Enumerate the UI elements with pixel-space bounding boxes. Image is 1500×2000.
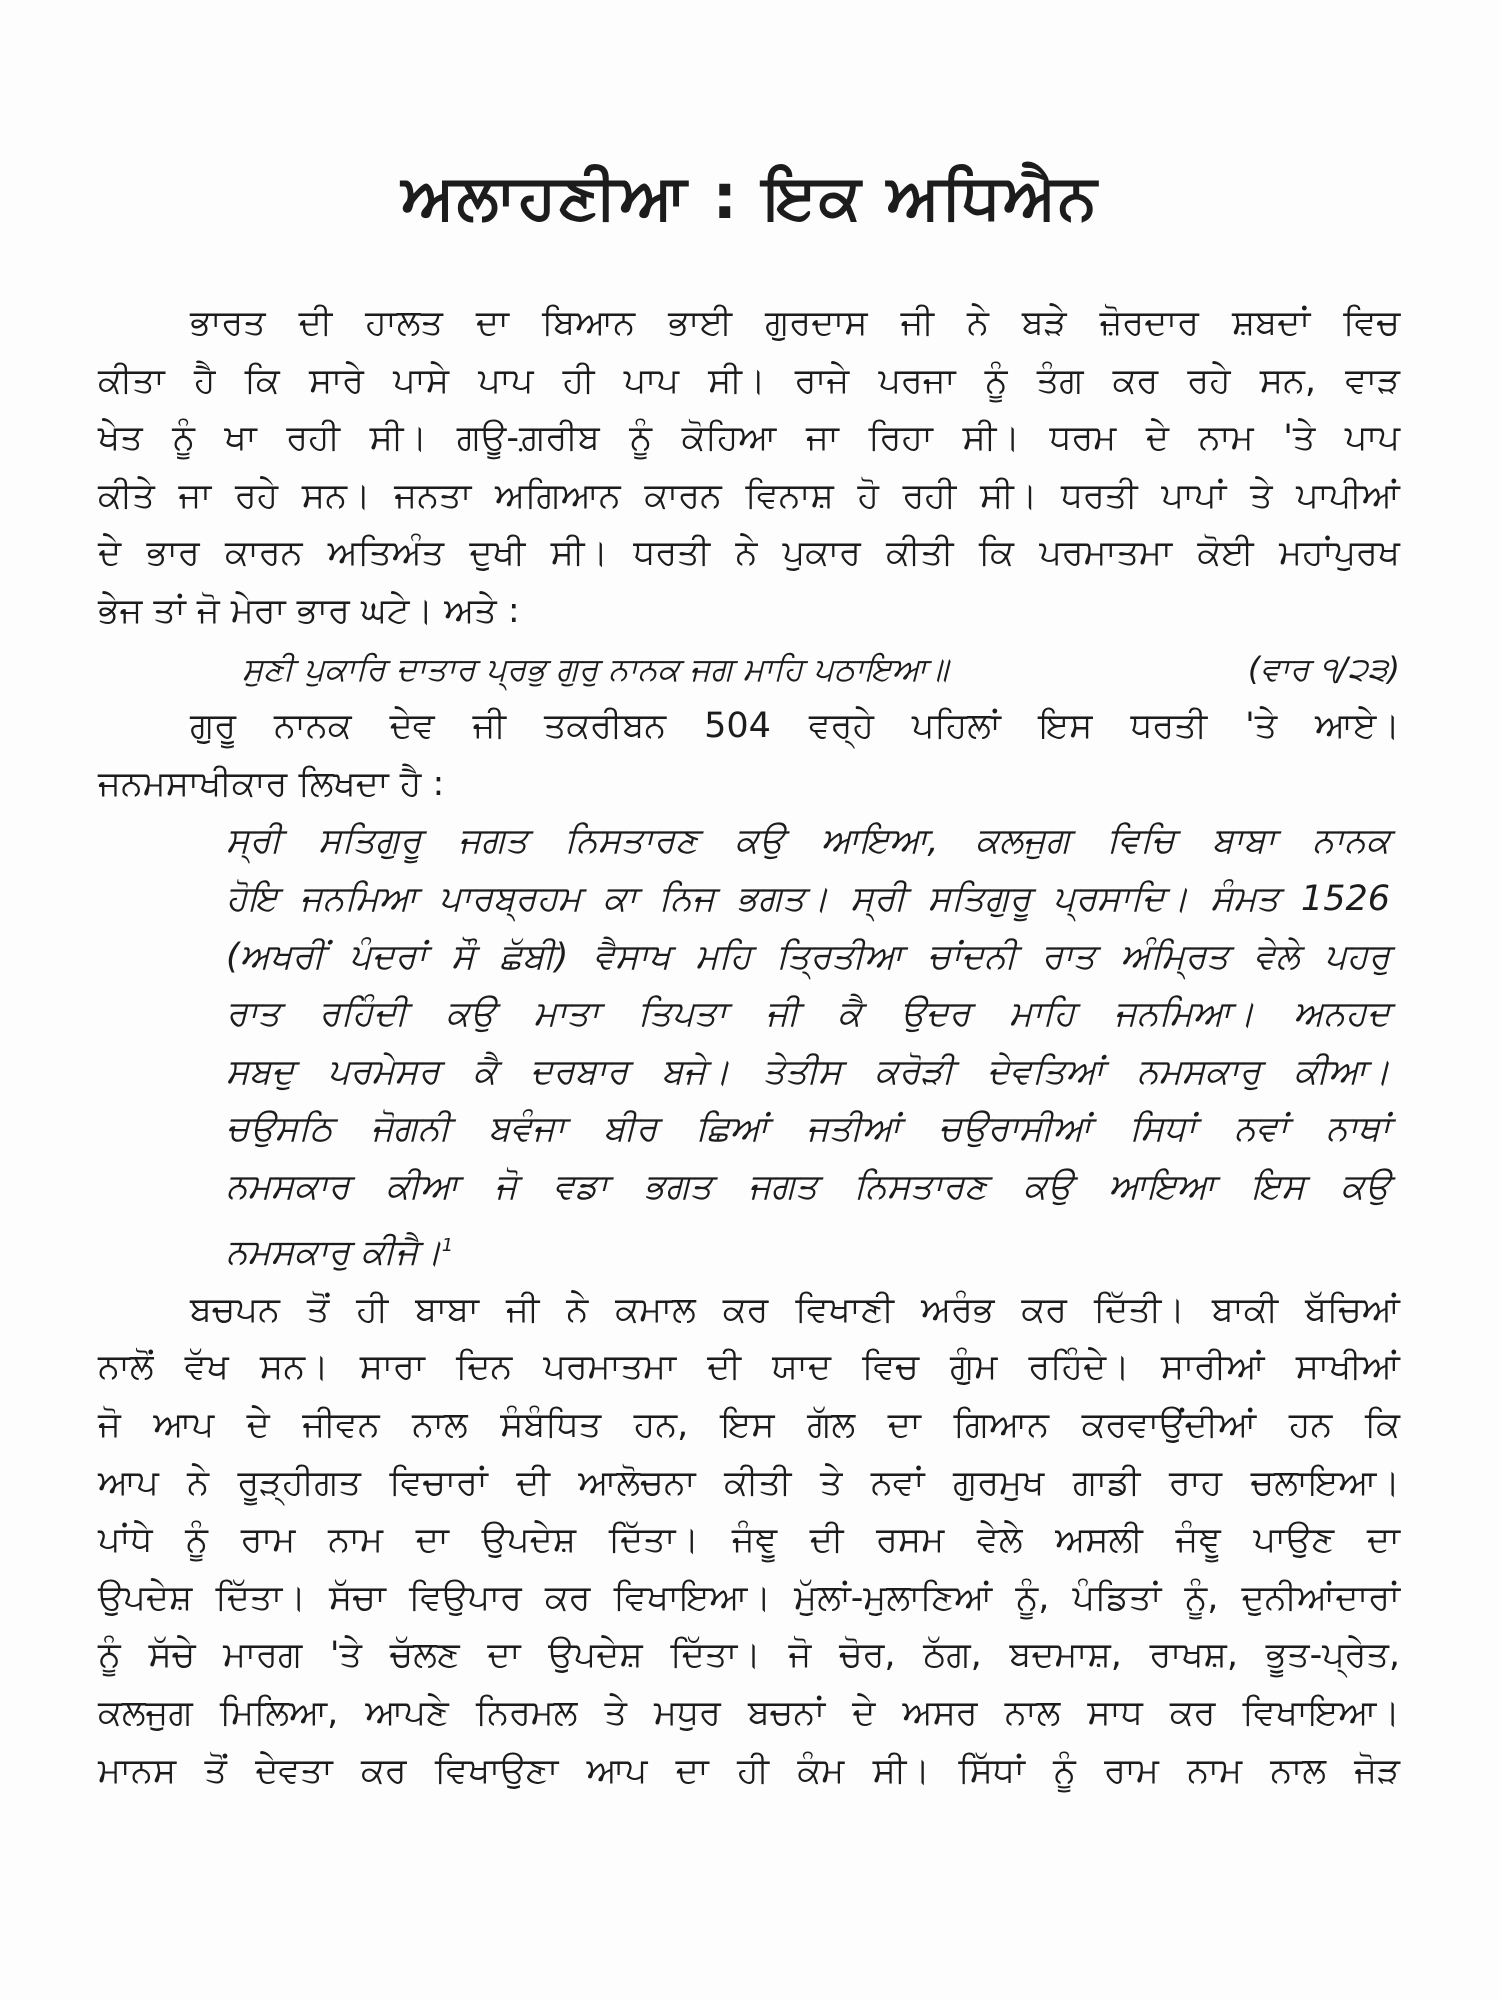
text-line: ਆਪ ਨੇ ਰੂੜ੍ਹੀਗਤ ਵਿਚਾਰਾਂ ਦੀ ਆਲੋਚਨਾ ਕੀਤੀ ਤੇ ਨਵਾਂ ਗੁਰਮੁਖ ਗਾਡੀ ਰਾਹ ਚਲਾਇਆ। xyxy=(98,1462,1400,1503)
quote-line: ਨਮਸਕਾਰੁ ਕੀਜੈ। xyxy=(226,1232,442,1273)
quote-line: ਹੋਇ ਜਨਮਿਆ ਪਾਰਬ੍ਰਹਮ ਕਾ ਨਿਜ ਭਗਤ। ਸ੍ਰੀ ਸਤਿਗੁਰੂ ਪ੍ਰਸਾਦਿ। ਸੰਮਤ 1526 xyxy=(226,878,1390,919)
text-line: ਖੇਤ ਨੂੰ ਖਾ ਰਹੀ ਸੀ। ਗਊ-ਗ਼ਰੀਬ ਨੂੰ ਕੋਹਿਆ ਜਾ ਰਿਹਾ ਸੀ। ਧਰਮ ਦੇ ਨਾਮ 'ਤੇ ਪਾਪ xyxy=(98,418,1400,459)
quote-line: ਸਬਦੁ ਪਰਮੇਸਰ ਕੈ ਦਰਬਾਰ ਬਜੇ। ਤੇਤੀਸ ਕਰੋੜੀ ਦੇਵਤਿਆਂ ਨਮਸਕਾਰੁ ਕੀਆ। xyxy=(226,1051,1390,1092)
text-line: ਜਨਮਸਾਖੀਕਾਰ ਲਿਖਦਾ ਹੈ : xyxy=(98,763,445,804)
quote-line: ਚਉਸਠਿ ਜੋਗਨੀ ਬਵੰਜਾ ਬੀਰ ਛਿਆਂ ਜਤੀਆਂ ਚਉਰਾਸੀਆਂ ਸਿਧਾਂ ਨਵਾਂ ਨਾਥਾਂ xyxy=(226,1109,1390,1150)
text-line: ਗੁਰੂ ਨਾਨਕ ਦੇਵ ਜੀ ਤਕਰੀਬਨ 504 ਵਰ੍ਹੇ ਪਹਿਲਾਂ ਇਸ ਧਰਤੀ 'ਤੇ ਆਏ। xyxy=(190,706,1400,747)
text-line: ਨਾਲੋਂ ਵੱਖ ਸਨ। ਸਾਰਾ ਦਿਨ ਪਰਮਾਤਮਾ ਦੀ ਯਾਦ ਵਿਚ ਗੁੰਮ ਰਹਿੰਦੇ। ਸਾਰੀਆਂ ਸਾਖੀਆਂ xyxy=(98,1347,1400,1388)
footnote-marker: 1 xyxy=(441,1234,454,1256)
text-line: ਬਚਪਨ ਤੋਂ ਹੀ ਬਾਬਾ ਜੀ ਨੇ ਕਮਾਲ ਕਰ ਵਿਖਾਣੀ ਅਰੰਭ ਕਰ ਦਿੱਤੀ। ਬਾਕੀ ਬੱਚਿਆਂ xyxy=(190,1289,1400,1330)
gurbani-verse xyxy=(98,641,1400,699)
text-line: ਭਾਰਤ ਦੀ ਹਾਲਤ ਦਾ ਬਿਆਨ ਭਾਈ ਗੁਰਦਾਸ ਜੀ ਨੇ ਬੜੇ ਜ਼ੋਰਦਾਰ ਸ਼ਬਦਾਂ ਵਿਚ xyxy=(190,303,1400,343)
text-line: ਕੀਤਾ ਹੈ ਕਿ ਸਾਰੇ ਪਾਸੇ ਪਾਪ ਹੀ ਪਾਪ ਸੀ। ਰਾਜੇ ਪਰਜਾ ਨੂੰ ਤੰਗ ਕਰ ਰਹੇ ਸਨ, ਵਾੜ xyxy=(98,360,1400,401)
quote-line: ਨਮਸਕਾਰ ਕੀਆ ਜੋ ਵਡਾ ਭਗਤ ਜਗਤ ਨਿਸਤਾਰਣ ਕਉ ਆਇਆ ਇਸ ਕਉ xyxy=(226,1166,1390,1207)
text-line: ਕੀਤੇ ਜਾ ਰਹੇ ਸਨ। ਜਨਤਾ ਅਗਿਆਨ ਕਾਰਨ ਵਿਨਾਸ਼ ਹੋ ਰਹੀ ਸੀ। ਧਰਤੀ ਪਾਪਾਂ ਤੇ ਪਾਪੀਆਂ xyxy=(98,475,1400,516)
verse-text: ਸੁਣੀ ਪੁਕਾਰਿ ਦਾਤਾਰ ਪ੍ਰਭੁ ਗੁਰੁ ਨਾਨਕ ਜਗ ਮਾਹਿ ਪਠਾਇਆ॥ xyxy=(242,649,949,688)
quote-line: ਸ੍ਰੀ ਸਤਿਗੁਰੂ ਜਗਤ ਨਿਸਤਾਰਣ ਕਉ ਆਇਆ, ਕਲਜੁਗ ਵਿਚਿ ਬਾਬਾ ਨਾਨਕ xyxy=(226,821,1390,862)
text-line: ਉਪਦੇਸ਼ ਦਿੱਤਾ। ਸੱਚਾ ਵਿਉਪਾਰ ਕਰ ਵਿਖਾਇਆ। ਮੁੱਲਾਂ-ਮੁਲਾਣਿਆਂ ਨੂੰ, ਪੰਡਿਤਾਂ ਨੂੰ, ਦੁਨੀਆਂਦਾਰਾਂ xyxy=(98,1577,1400,1618)
janamsakhi-quote xyxy=(226,813,1390,1281)
text-line: ਪਾਂਧੇ ਨੂੰ ਰਾਮ ਨਾਮ ਦਾ ਉਪਦੇਸ਼ ਦਿੱਤਾ। ਜੰਞੂ ਦੀ ਰਸਮ ਵੇਲੇ ਅਸਲੀ ਜੰਞੂ ਪਾਉਣ ਦਾ xyxy=(98,1520,1400,1561)
text-line: ਦੇ ਭਾਰ ਕਾਰਨ ਅਤਿਅੰਤ ਦੁਖੀ ਸੀ। ਧਰਤੀ ਨੇ ਪੁਕਾਰ ਕੀਤੀ ਕਿ ਪਰਮਾਤਮਾ ਕੋਈ ਮਹਾਂਪੁਰਖ xyxy=(98,533,1400,574)
quote-line: ਰਾਤ ਰਹਿੰਦੀ ਕਉ ਮਾਤਾ ਤਿਪਤਾ ਜੀ ਕੈ ਉਦਰ ਮਾਹਿ ਜਨਮਿਆ। ਅਨਹਦ xyxy=(226,994,1390,1035)
text-line: ਭੇਜ ਤਾਂ ਜੋ ਮੇਰਾ ਭਾਰ ਘਟੇ। ਅਤੇ : xyxy=(98,590,520,631)
text-line: ਮਾਨਸ ਤੋਂ ਦੇਵਤਾ ਕਰ ਵਿਖਾਉਣਾ ਆਪ ਦਾ ਹੀ ਕੰਮ ਸੀ। ਸਿੱਧਾਂ ਨੂੰ ਰਾਮ ਨਾਮ ਨਾਲ ਜੋੜ xyxy=(98,1750,1400,1791)
quote-line-last xyxy=(226,1217,1390,1282)
page-title: ਅਲਾਹਣੀਆ : ਇਕ ਅਧਿਐਨ xyxy=(401,160,1099,233)
text-line: ਕਲਜੁਗ ਮਿਲਿਆ, ਆਪਣੇ ਨਿਰਮਲ ਤੇ ਮਧੁਰ ਬਚਨਾਂ ਦੇ ਅਸਰ ਨਾਲ ਸਾਧ ਕਰ ਵਿਖਾਇਆ। xyxy=(98,1692,1400,1733)
text-line: ਜੋ ਆਪ ਦੇ ਜੀਵਨ ਨਾਲ ਸੰਬੰਧਿਤ ਹਨ, ਇਸ ਗੱਲ ਦਾ ਗਿਆਨ ਕਰਵਾਉਂਦੀਆਂ ਹਨ ਕਿ xyxy=(98,1404,1400,1445)
verse-reference: (ਵਾਰ ੧/੨੩) xyxy=(1247,649,1400,688)
quote-line: (ਅਖਰੀਂ ਪੰਦਰਾਂ ਸੌ ਛੱਬੀ) ਵੈਸਾਖ ਮਹਿ ਤ੍ਰਿਤੀਆ ਚਾਂਦਨੀ ਰਾਤ ਅੰਮ੍ਰਿਤ ਵੇਲੇ ਪਹਰੁ xyxy=(226,936,1390,977)
text-line: ਨੂੰ ਸੱਚੇ ਮਾਰਗ 'ਤੇ ਚੱਲਣ ਦਾ ਉਪਦੇਸ਼ ਦਿੱਤਾ। ਜੋ ਚੋਰ, ਠੱਗ, ਬਦਮਾਸ਼, ਰਾਖਸ਼, ਭੂਤ-ਪ੍ਰੇਤ, xyxy=(98,1635,1400,1676)
body-text xyxy=(98,295,1400,1800)
